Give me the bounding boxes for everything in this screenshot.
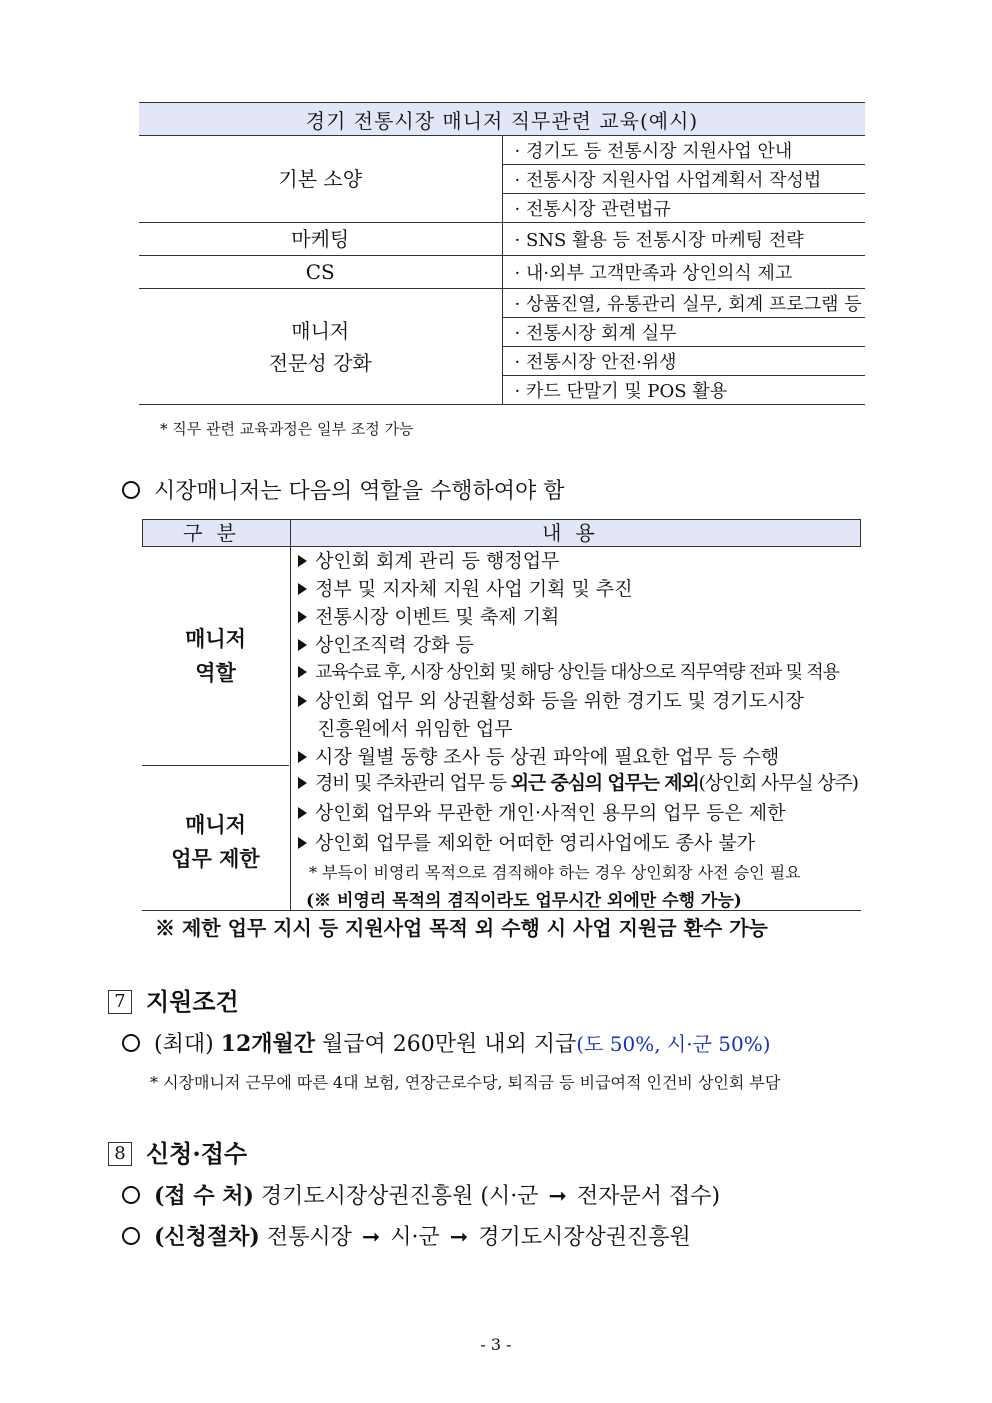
- category-line: 매니저: [291, 318, 350, 343]
- roles-intro-text: 시장매니저는 다음의 역할을 수행하여야 함: [154, 479, 565, 504]
- triangle-bullet-icon: [298, 639, 307, 651]
- support-condition: [122, 1027, 771, 1058]
- list-item: [298, 574, 633, 601]
- reception-line: [122, 1179, 720, 1210]
- roles-table-body: [142, 546, 861, 911]
- education-table: [139, 102, 865, 405]
- roles-table-header: [142, 519, 861, 547]
- section-title: 지원조건: [146, 987, 239, 1016]
- procedure-step: 시·군: [390, 1225, 440, 1250]
- category-marketing: 마케팅: [139, 223, 502, 256]
- divider: [142, 765, 289, 766]
- table-note: * 직무 관련 교육과정은 일부 조정 가능: [160, 420, 414, 438]
- table-row: · 경기도 등 전통시장 지원사업 안내: [502, 136, 865, 165]
- list-item: [298, 742, 779, 769]
- list-item: [298, 798, 785, 825]
- reception-text: 전자문서 접수): [576, 1184, 721, 1209]
- arrow-right-icon: ➞: [548, 1184, 567, 1209]
- list-item-text: 상인회 업무 외 상권활성화 등을 위한 경기도 및 경기도시장: [315, 690, 804, 712]
- table-row: · SNS 활용 등 전통시장 마케팅 전략: [502, 223, 865, 256]
- list-item: [298, 658, 839, 684]
- list-item-text: 상인회 회계 관리 등 행정업무: [315, 550, 560, 572]
- arrow-right-icon: ➞: [361, 1225, 381, 1250]
- section-8-heading: [108, 1134, 247, 1169]
- triangle-bullet-icon: [298, 611, 307, 623]
- triangle-bullet-icon: [298, 751, 307, 763]
- list-item-emphasis: 외근 중심의 업무는 제외: [510, 772, 699, 794]
- list-item-text: 정부 및 지자체 지원 사업 기획 및 추진: [315, 578, 633, 600]
- support-note: * 시장매니저 근무에 따른 4대 보험, 연장근로수당, 퇴직금 등 비급여적 인건비 상인회 부담: [150, 1073, 781, 1092]
- table-row: · 전통시장 회계 실무: [502, 318, 865, 347]
- header-category: 구분: [143, 520, 291, 546]
- list-item: [298, 602, 559, 629]
- triangle-bullet-icon: [298, 583, 307, 595]
- section-number: 7: [108, 990, 132, 1014]
- category-line: 전문성 강화: [268, 350, 372, 375]
- category-expertise: [139, 289, 502, 405]
- procedure-step: 경기도시장상권진흥원: [478, 1225, 691, 1250]
- table-row: · 전통시장 지원사업 사업계획서 작성법: [502, 165, 865, 194]
- condition-text: (최대): [154, 1032, 221, 1057]
- category-line: 매니저: [185, 812, 246, 837]
- limit-category: [142, 808, 289, 876]
- procedure-line: [122, 1220, 691, 1251]
- warning-text: ※ 제한 업무 지시 등 지원사업 목적 외 수행 시 사업 지원금 환수 가능: [155, 916, 768, 940]
- list-item-text: (상인회 사무실 상주): [698, 772, 858, 794]
- procedure-step: 전통시장: [259, 1225, 352, 1250]
- page-number: - 3 -: [480, 1335, 512, 1354]
- reception-text: 경기도시장상권진흥원 (시·군: [253, 1184, 539, 1209]
- header-content: 내용: [542, 521, 609, 545]
- circle-bullet-icon: [122, 1034, 140, 1052]
- list-item: [298, 546, 559, 573]
- table-row: · 내·외부 고객만족과 상인의식 제고: [502, 256, 865, 289]
- condition-emphasis: 12개월간: [220, 1031, 316, 1057]
- list-item-text: 시장 월별 동향 조사 등 상권 파악에 필요한 업무 등 수행: [315, 746, 780, 768]
- divider: [290, 546, 291, 910]
- circle-bullet-icon: [122, 1227, 140, 1245]
- table-row: · 전통시장 안전·위생: [502, 347, 865, 376]
- list-item-text: 상인조직력 강화 등: [315, 634, 474, 656]
- role-category: [142, 622, 289, 690]
- category-line: 역할: [195, 660, 236, 685]
- triangle-bullet-icon: [298, 695, 307, 707]
- condition-text: 월급여 260만원 내외 지급: [315, 1032, 577, 1057]
- category-line: 업무 제한: [171, 846, 260, 871]
- roles-intro: [122, 474, 565, 505]
- list-item-text: 상인회 업무를 제외한 어떠한 영리사업에도 종사 불가: [315, 832, 756, 854]
- section-number: 8: [108, 1142, 132, 1166]
- triangle-bullet-icon: [298, 666, 307, 678]
- list-item: [298, 828, 755, 855]
- triangle-bullet-icon: [298, 777, 307, 789]
- triangle-bullet-icon: [298, 555, 307, 567]
- education-table-title: 경기 전통시장 매니저 직무관련 교육(예시): [139, 103, 865, 136]
- circle-bullet-icon: [122, 1186, 140, 1204]
- list-item: [298, 686, 804, 713]
- table-row: · 전통시장 관련법규: [502, 194, 865, 223]
- list-item: [298, 768, 858, 795]
- list-item-text: 경비 및 주차관리 업무 등: [315, 772, 511, 794]
- limit-note: * 부득이 비영리 목적으로 겸직해야 하는 경우 상인회장 사전 승인 필요: [309, 863, 801, 882]
- procedure-label: (신청절차): [154, 1224, 260, 1250]
- list-item-text: 상인회 업무와 무관한 개인·사적인 용무의 업무 등은 제한: [315, 802, 786, 824]
- category-line: 매니저: [185, 626, 246, 651]
- table-row: · 카드 단말기 및 POS 활용: [502, 376, 865, 405]
- reception-label: (접 수 처): [154, 1183, 254, 1209]
- list-item-continued: 진흥원에서 위임한 업무: [317, 718, 513, 740]
- triangle-bullet-icon: [298, 807, 307, 819]
- section-title: 신청·접수: [146, 1139, 248, 1168]
- section-7-heading: [108, 982, 239, 1017]
- limit-note-bold: (※ 비영리 목적의 겸직이라도 업무시간 외에만 수행 가능): [306, 891, 742, 911]
- category-cs: CS: [139, 256, 502, 289]
- list-item: [298, 630, 474, 657]
- triangle-bullet-icon: [298, 837, 307, 849]
- list-item-text: 전통시장 이벤트 및 축제 기획: [315, 606, 560, 628]
- condition-ratio: (도 50%, 시·군 50%): [576, 1032, 771, 1056]
- table-row: · 상품진열, 유통관리 실무, 회계 프로그램 등: [502, 289, 865, 318]
- circle-bullet-icon: [122, 481, 140, 499]
- category-basic: 기본 소양: [139, 136, 502, 223]
- list-item-text: 교육수료 후, 시장 상인회 및 해당 상인들 대상으로 직무역량 전파 및 적용: [315, 662, 839, 683]
- arrow-right-icon: ➞: [449, 1225, 469, 1250]
